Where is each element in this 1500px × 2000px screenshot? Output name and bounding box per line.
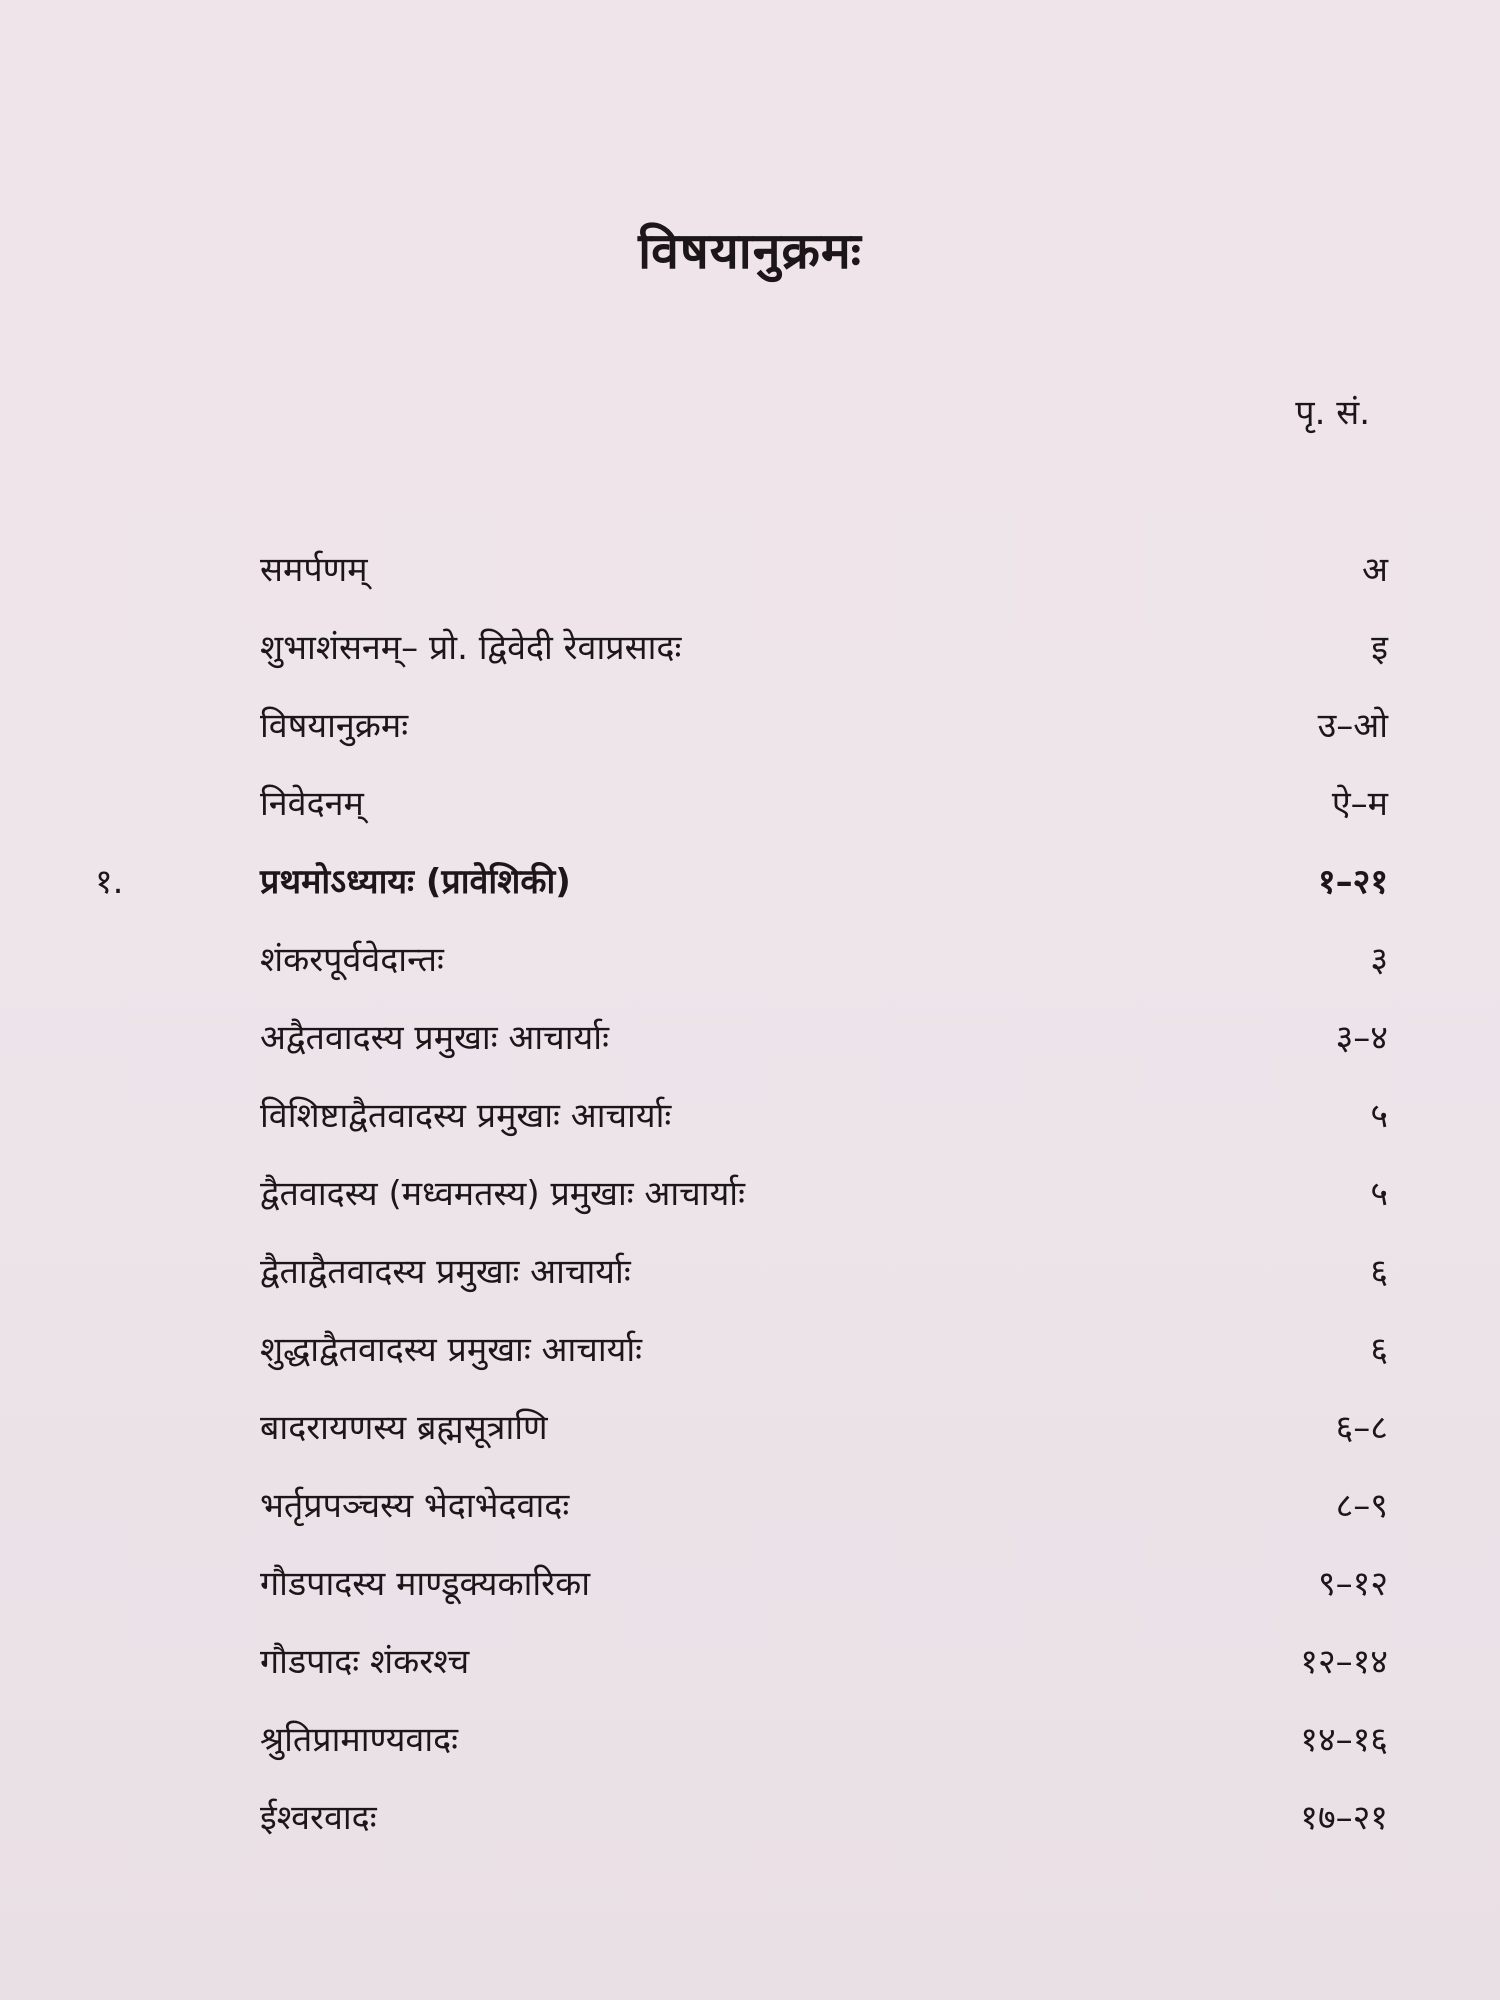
toc-entry-title: श्रुतिप्रामाण्यवादः [260, 1720, 459, 1760]
toc-page-number: अ [1362, 550, 1388, 590]
toc-row [0, 1788, 1500, 1866]
toc-entry-title: भर्तृप्रपञ्चस्य भेदाभेदवादः [260, 1486, 570, 1526]
toc-entry-title: शुद्धाद्वैतवादस्य प्रमुखाः आचार्याः [260, 1330, 643, 1370]
toc-page-number: ६ [1370, 1252, 1388, 1292]
toc-page-number: ऐ–म [1331, 784, 1388, 824]
chapter-number: १. [95, 862, 124, 902]
toc-entry-title: विशिष्टाद्वैतवादस्य प्रमुखाः आचार्याः [260, 1096, 672, 1136]
toc-row [0, 1320, 1500, 1398]
toc-row [0, 1632, 1500, 1710]
toc-row [0, 1554, 1500, 1632]
toc-row [0, 930, 1500, 1008]
toc-page-number: १–२१ [1317, 862, 1388, 902]
toc-entry-title: द्वैतवादस्य (मध्वमतस्य) प्रमुखाः आचार्याः [260, 1174, 745, 1214]
toc-page-number: १४–१६ [1300, 1720, 1388, 1760]
toc-entry-title: गौडपादः शंकरश्च [260, 1642, 470, 1682]
toc-entry-title: समर्पणम् [260, 550, 368, 590]
toc-page-number: ५ [1370, 1096, 1388, 1136]
toc-entry-title: गौडपादस्य माण्डूक्यकारिका [260, 1564, 590, 1604]
toc-entry-title: द्वैताद्वैतवादस्य प्रमुखाः आचार्याः [260, 1252, 631, 1292]
toc-row [0, 1242, 1500, 1320]
toc-page-number: ३ [1370, 940, 1388, 980]
page-title: विषयानुक्रमः [638, 222, 862, 280]
toc-list [0, 540, 1500, 1866]
toc-page-number: ६–८ [1335, 1408, 1388, 1448]
toc-page-number: ९–१२ [1317, 1564, 1388, 1604]
toc-row [0, 1398, 1500, 1476]
toc-page-number: उ–ओ [1317, 706, 1388, 746]
toc-page-number: ६ [1370, 1330, 1388, 1370]
toc-entry-title: ईश्वरवादः [260, 1798, 377, 1838]
toc-row [0, 1164, 1500, 1242]
toc-row [0, 1086, 1500, 1164]
toc-row [0, 540, 1500, 618]
toc-entry-title: विषयानुक्रमः [260, 706, 409, 746]
toc-row [0, 1710, 1500, 1788]
toc-page-number: १७–२१ [1300, 1798, 1388, 1838]
toc-row [0, 774, 1500, 852]
toc-page-number: ५ [1370, 1174, 1388, 1214]
toc-row [0, 1008, 1500, 1086]
toc-page-number: ८–९ [1335, 1486, 1388, 1526]
toc-entry-title: बादरायणस्य ब्रह्मसूत्राणि [260, 1408, 548, 1448]
toc-entry-title: शंकरपूर्ववेदान्तः [260, 940, 444, 980]
toc-page-number: ३–४ [1335, 1018, 1388, 1058]
toc-entry-title: निवेदनम् [260, 784, 364, 824]
toc-row [0, 618, 1500, 696]
toc-chapter-row [0, 852, 1500, 930]
page-number-column-label: पृ. सं. [1295, 393, 1370, 433]
toc-page-number: इ [1371, 628, 1388, 668]
toc-entry-title: अद्वैतवादस्य प्रमुखाः आचार्याः [260, 1018, 609, 1058]
toc-row [0, 696, 1500, 774]
toc-page-number: १२–१४ [1300, 1642, 1388, 1682]
toc-row [0, 1476, 1500, 1554]
toc-entry-title: प्रथमोऽध्यायः (प्रावेशिकी) [260, 862, 571, 902]
toc-entry-title: शुभाशंसनम्– प्रो. द्विवेदी रेवाप्रसादः [260, 628, 682, 668]
